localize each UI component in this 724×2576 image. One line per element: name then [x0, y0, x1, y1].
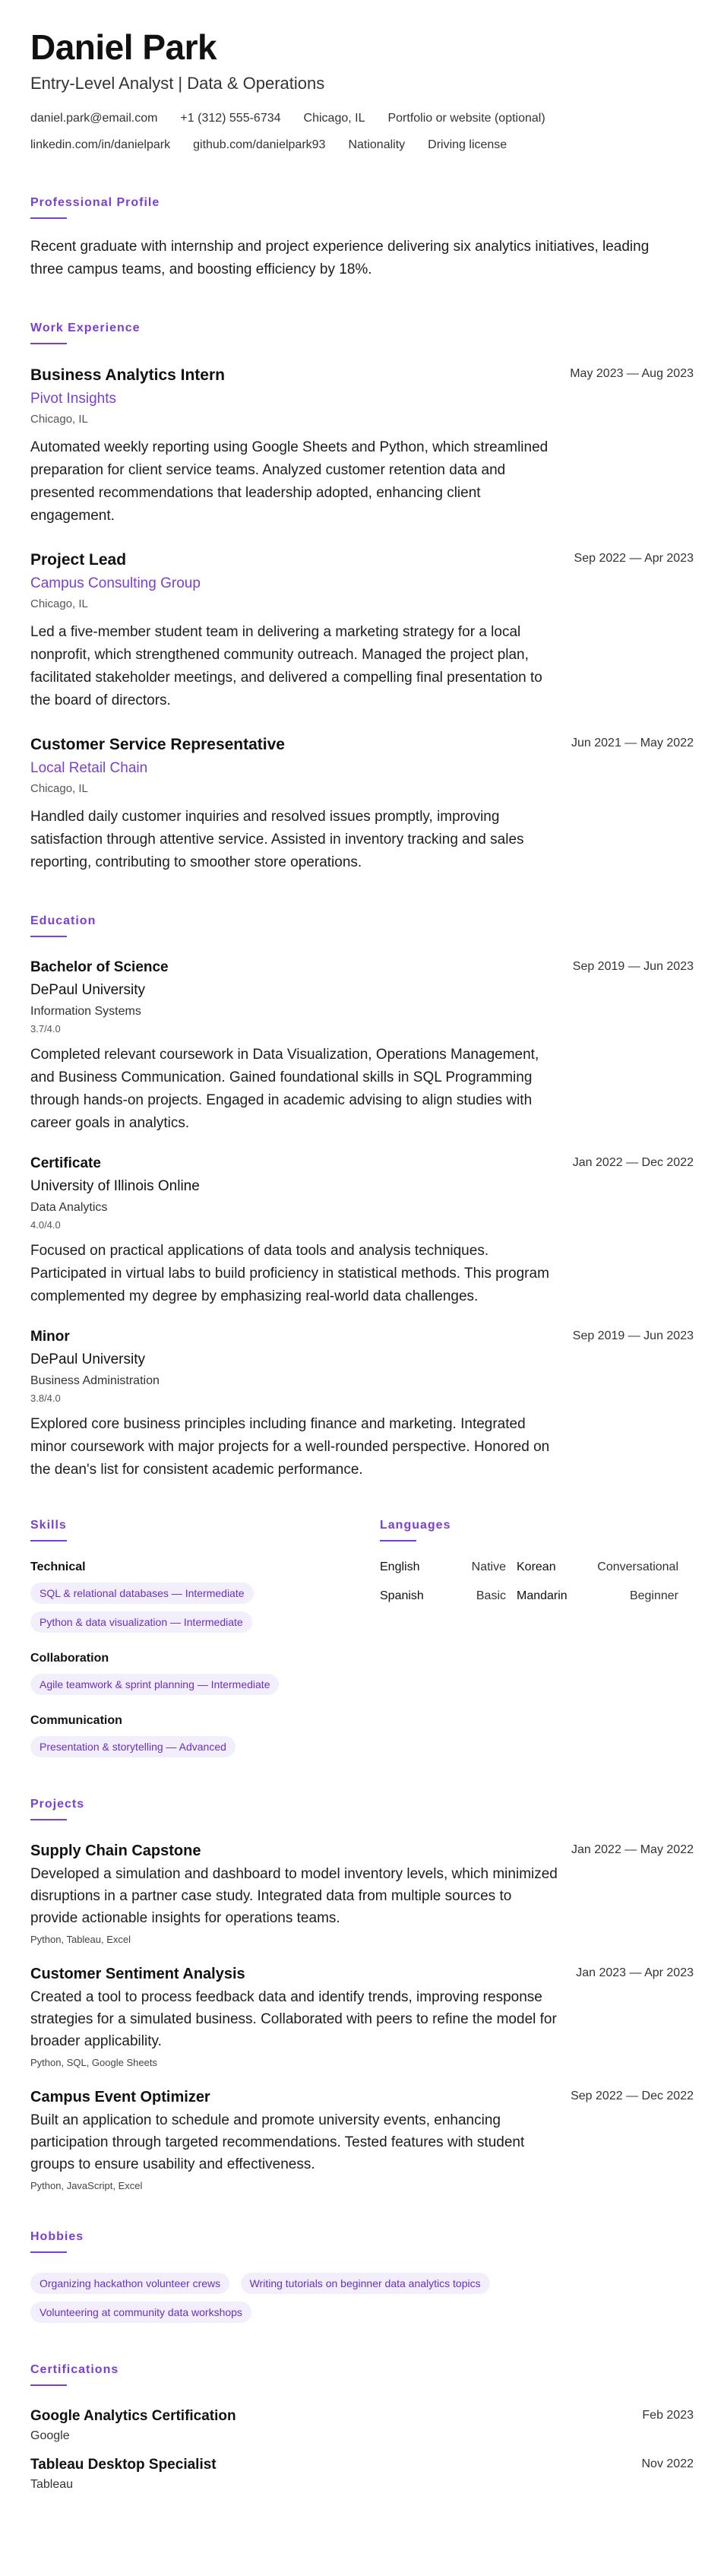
section-experience: [30, 321, 694, 874]
education-description: Completed relevant coursework in Data Visualization, Operations Management, and Business Communication. Gained foundational skills in SQL Programming through hands-on projects. Engaged in academic advising to align studies with career goals in analytics.: [30, 1047, 539, 1131]
section-rule: [30, 2251, 67, 2253]
contact-linkedin[interactable]: linkedin.com/in/danielpark: [30, 138, 171, 151]
experience-description: Led a five-member student team in delivering a marketing strategy for a local nonprofit, which strengthened community outreach. Managed the project plan, facilitated stakeholder meetings, and delivered a compelling final presentation to the board of directors.: [30, 624, 542, 708]
section-rule: [30, 343, 67, 344]
resume-header: [30, 26, 694, 153]
section-rule: [380, 1540, 416, 1541]
hobby-chip: Organizing hackathon volunteer crews: [30, 2273, 229, 2294]
skills-languages-row: [30, 1518, 694, 1757]
project-tech: Python, Tableau, Excel: [30, 1934, 131, 1945]
experience-role: Customer Service Representative: [30, 736, 285, 753]
section-title-languages: Languages: [380, 1519, 451, 1532]
education-entry: [30, 958, 694, 1135]
experience-description: Handled daily customer inquiries and resolved issues promptly, improving satisfaction through attentive service. Assisted in inventory tracking and sales reporting, contributing to smoother store operations.: [30, 809, 524, 870]
section-title-profile: Professional Profile: [30, 196, 160, 209]
project-entry: [30, 2088, 694, 2193]
certification-issuer: Google: [30, 2429, 70, 2442]
education-school: DePaul University: [30, 982, 145, 998]
contact-portfolio[interactable]: Portfolio or website (optional): [387, 112, 545, 125]
contact-row-secondary: [30, 138, 694, 153]
experience-role: Project Lead: [30, 551, 127, 569]
project-description: Developed a simulation and dashboard to model inventory levels, which minimized disruptions in a partner case study. Integrated data from multiple sources to provide actionable insights for operations teams.: [30, 1866, 558, 1926]
experience-dates: May 2023 — Aug 2023: [570, 367, 694, 380]
experience-company: Campus Consulting Group: [30, 575, 201, 591]
candidate-tagline: Entry-Level Analyst | Data & Operations: [30, 74, 325, 93]
education-gpa: 3.7/4.0: [30, 1023, 61, 1035]
experience-dates: Sep 2022 — Apr 2023: [574, 552, 694, 565]
language-name: English: [380, 1560, 420, 1573]
section-hobbies: [30, 2229, 694, 2323]
section-title-experience: Work Experience: [30, 322, 141, 334]
section-rule: [30, 217, 67, 219]
experience-dates: Jun 2021 — May 2022: [571, 737, 694, 749]
education-degree: Certificate: [30, 1155, 101, 1171]
section-title-projects: Projects: [30, 1798, 85, 1811]
section-skills: [30, 1518, 380, 1757]
education-school: University of Illinois Online: [30, 1178, 200, 1194]
certification-date: Nov 2022: [641, 2457, 694, 2470]
contact-row-primary: [30, 111, 694, 126]
language-name: Spanish: [380, 1589, 424, 1602]
project-tech: Python, JavaScript, Excel: [30, 2180, 143, 2191]
experience-company: Local Retail Chain: [30, 760, 148, 776]
skill-chip-list: [30, 1575, 380, 1633]
project-name: Campus Event Optimizer: [30, 2089, 210, 2105]
section-certifications: [30, 2362, 694, 2492]
section-profile: [30, 195, 694, 281]
skill-group-title: Technical: [30, 1560, 86, 1573]
certification-name: Tableau Desktop Specialist: [30, 2457, 217, 2473]
project-description: Created a tool to process feedback data and identify trends, improving response strategies for a simulated business. Collaborated with peers to refine the model for broader applicability.: [30, 1989, 557, 2049]
experience-entry: [30, 550, 694, 712]
section-title-education: Education: [30, 914, 96, 927]
skill-chip-list: [30, 1728, 380, 1757]
section-rule: [30, 1819, 67, 1820]
contact-nationality: Nationality: [348, 138, 406, 151]
certification-issuer: Tableau: [30, 2478, 74, 2491]
section-rule: [30, 2384, 67, 2386]
project-name: Supply Chain Capstone: [30, 1842, 201, 1859]
language-name: Mandarin: [517, 1589, 568, 1602]
skill-chip-list: [30, 1666, 380, 1695]
education-gpa: 4.0/4.0: [30, 1219, 61, 1231]
language-grid: [380, 1560, 694, 1604]
hobby-chip-list: [30, 2265, 593, 2323]
hobby-chip: Writing tutorials on beginner data analytics topics: [241, 2273, 490, 2294]
certification-entry: [30, 2407, 694, 2444]
project-dates: Jan 2022 — May 2022: [571, 1843, 694, 1856]
project-dates: Sep 2022 — Dec 2022: [571, 2090, 694, 2102]
experience-company: Pivot Insights: [30, 391, 116, 407]
profile-text: Recent graduate with internship and project experience delivering six analytics initiatives, leading three campus teams, and boosting efficiency by 18%.: [30, 239, 650, 277]
education-entry: [30, 1155, 694, 1308]
experience-location: Chicago, IL: [30, 413, 88, 426]
project-entry: [30, 1965, 694, 2070]
education-field: Business Administration: [30, 1374, 160, 1387]
skill-chip: Python & data visualization — Intermediate: [30, 1611, 252, 1633]
experience-entry: [30, 735, 694, 874]
experience-entry: [30, 366, 694, 528]
contact-github[interactable]: github.com/danielpark93: [193, 138, 326, 151]
experience-location: Chicago, IL: [30, 782, 88, 795]
experience-role: Business Analytics Intern: [30, 366, 225, 384]
project-tech: Python, SQL, Google Sheets: [30, 2057, 157, 2068]
project-entry: [30, 1842, 694, 1947]
education-degree: Bachelor of Science: [30, 959, 169, 975]
skill-chip: SQL & relational databases — Intermediate: [30, 1583, 254, 1604]
contact-location: Chicago, IL: [303, 112, 365, 125]
education-field: Data Analytics: [30, 1201, 108, 1214]
language-level: Native: [471, 1560, 506, 1573]
certification-entry: [30, 2456, 694, 2492]
project-description: Built an application to schedule and promote university events, enhancing participation through targeted recommendations. Tested features with student groups to ensure usability and effectiveness.: [30, 2112, 525, 2172]
hobby-chip: Volunteering at community data workshops: [30, 2302, 251, 2323]
language-level: Conversational: [597, 1560, 678, 1573]
section-education: [30, 914, 694, 1481]
education-gpa: 3.8/4.0: [30, 1393, 61, 1404]
education-degree: Minor: [30, 1329, 70, 1345]
certification-date: Feb 2023: [642, 2409, 694, 2422]
project-name: Customer Sentiment Analysis: [30, 1966, 245, 1982]
education-dates: Jan 2022 — Dec 2022: [572, 1156, 694, 1169]
section-languages: [380, 1518, 694, 1757]
experience-location: Chicago, IL: [30, 597, 88, 610]
skill-group-title: Communication: [30, 1714, 122, 1727]
education-school: DePaul University: [30, 1351, 145, 1367]
education-dates: Sep 2019 — Jun 2023: [572, 960, 694, 973]
section-title-certifications: Certifications: [30, 2363, 119, 2376]
section-rule: [30, 1540, 67, 1541]
section-projects: [30, 1797, 694, 2193]
language-name: Korean: [517, 1560, 556, 1573]
project-dates: Jan 2023 — Apr 2023: [576, 1966, 694, 1979]
certification-name: Google Analytics Certification: [30, 2408, 236, 2424]
skill-group-title: Collaboration: [30, 1652, 109, 1665]
section-rule: [30, 936, 67, 937]
education-entry: [30, 1328, 694, 1481]
contact-driving-license: Driving license: [428, 138, 507, 151]
contact-email[interactable]: daniel.park@email.com: [30, 112, 158, 125]
education-field: Information Systems: [30, 1005, 141, 1018]
education-dates: Sep 2019 — Jun 2023: [572, 1329, 694, 1342]
education-description: Focused on practical applications of data tools and analysis techniques. Participated in virtual labs to build proficiency in statistical methods. This program complemented my degree by emphasizing real-world data challenges.: [30, 1243, 549, 1304]
skill-chip: Presentation & storytelling — Advanced: [30, 1736, 236, 1757]
skill-chip: Agile teamwork & sprint planning — Intermediate: [30, 1674, 279, 1695]
language-level: Beginner: [629, 1589, 678, 1602]
education-description: Explored core business principles including finance and marketing. Integrated minor coursework with major projects for a well-rounded perspective. Honored on the dean's list for consistent academic performance.: [30, 1416, 550, 1478]
candidate-name: Daniel Park: [30, 27, 217, 67]
language-level: Basic: [476, 1589, 506, 1602]
experience-description: Automated weekly reporting using Google Sheets and Python, which streamlined preparation for client service teams. Analyzed customer retention data and presented recommendations that leadership adopted, enhancing client engagement.: [30, 439, 549, 524]
section-title-skills: Skills: [30, 1519, 67, 1532]
contact-phone[interactable]: +1 (312) 555-6734: [180, 112, 281, 125]
section-title-hobbies: Hobbies: [30, 2230, 84, 2243]
